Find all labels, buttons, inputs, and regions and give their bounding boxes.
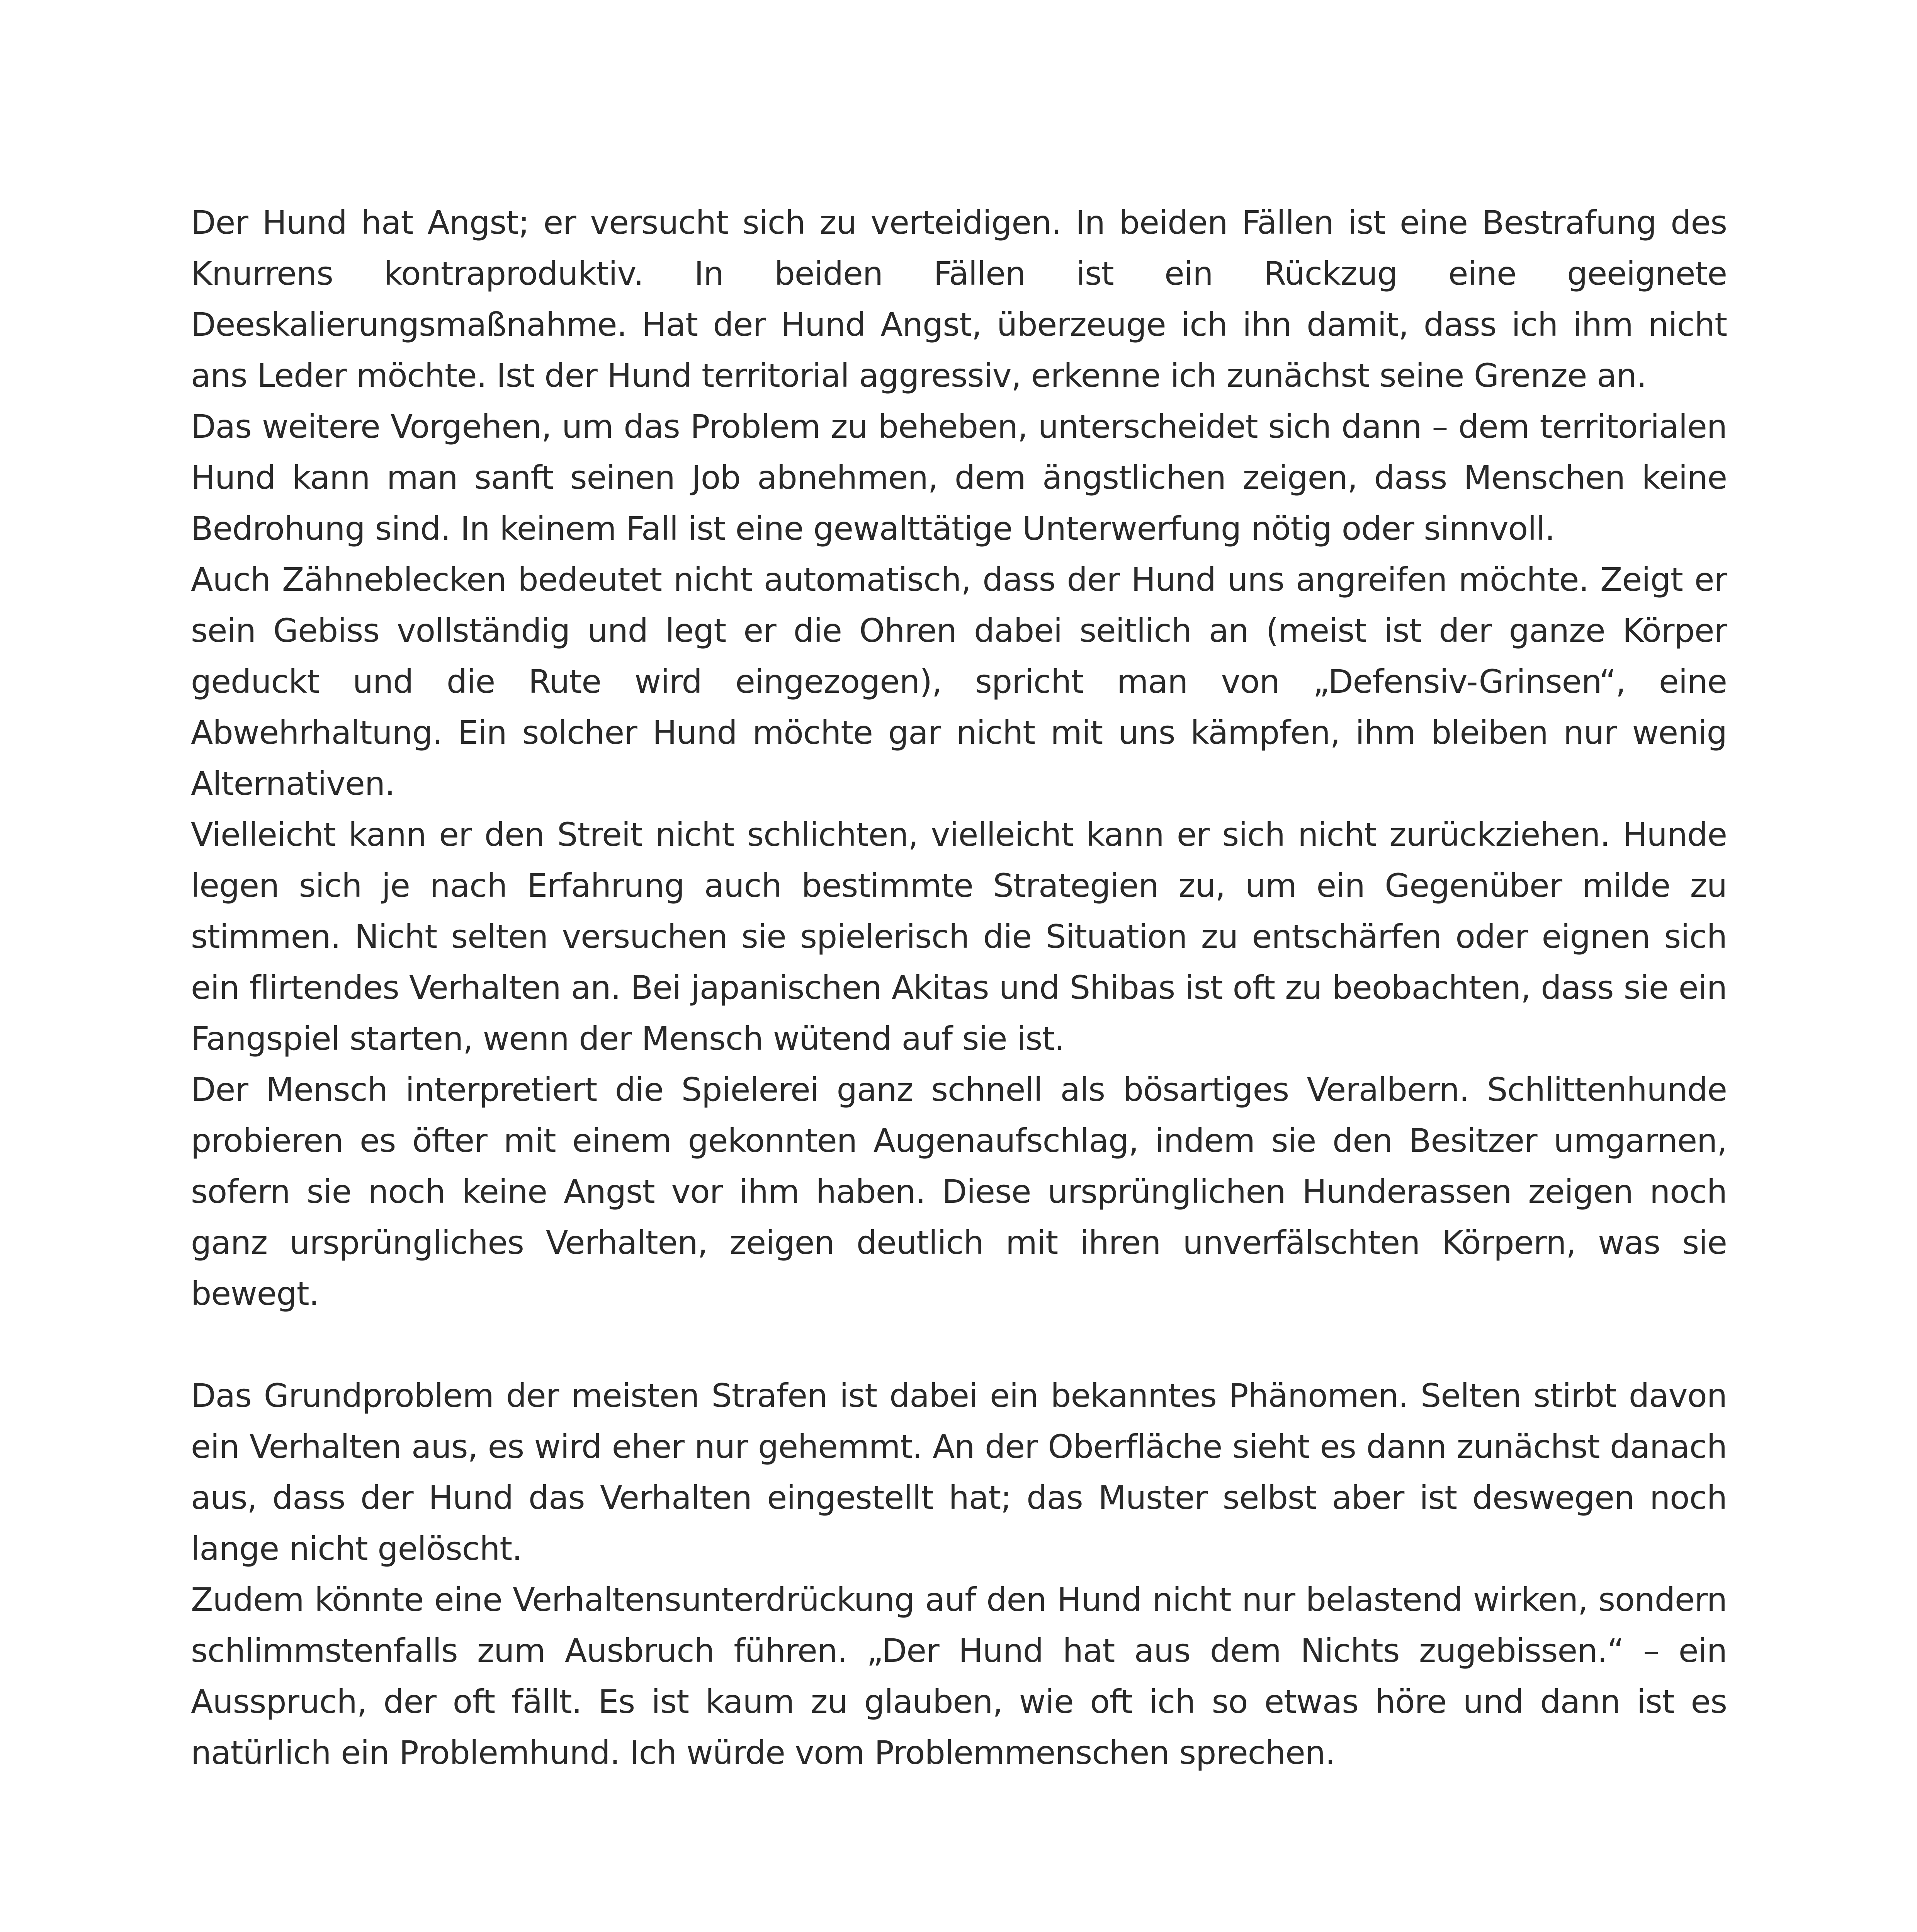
paragraph: Zudem könnte eine Verhaltensunterdrückung auf den Hund nicht nur belastend wirken, sondern schlimmstenfalls zum Ausbruch führen. „Der Hund hat aus dem Nichts zugebissen.“ – ein Ausspruch, der oft fällt. Es ist kaum zu glauben, wie oft ich so etwas höre und dann ist es natürlich ein Problemhund. Ich würde vom Problemmenschen sprechen. <box>191 1581 1727 1772</box>
paragraph: Das weitere Vorgehen, um das Problem zu beheben, unterscheidet sich dann – dem territorialen Hund kann man sanft seinen Job abnehmen, dem ängstlichen zeigen, dass Menschen keine Bedrohung sind. In keinem Fall ist eine gewalttätige Unterwerfung nötig oder sinnvoll. <box>191 408 1727 548</box>
paragraph: Vielleicht kann er den Streit nicht schlichten, vielleicht kann er sich nicht zurückziehen. Hunde legen sich je nach Erfahrung auch bestimmte Strategien zu, um ein Gegenüber milde zu stimmen. Nicht selten versuchen sie spielerisch die Situation zu entschärfen oder eignen sich ein flirtendes Verhalten an. Bei japanischen Akitas und Shibas ist oft zu beobachten, dass sie ein Fangspiel starten, wenn der Mensch wütend auf sie ist. <box>191 816 1727 1058</box>
paragraph: Der Hund hat Angst; er versucht sich zu verteidigen. In beiden Fällen ist eine Bestrafung des Knurrens kontraproduktiv. In beiden Fällen ist ein Rückzug eine geeignete Deeskalierungsmaßnahme. Hat der Hund Angst, überzeuge ich ihn damit, dass ich ihm nicht ans Leder möchte. Ist der Hund territorial aggressiv, erkenne ich zunächst seine Grenze an. <box>191 204 1727 395</box>
paragraph: Auch Zähneblecken bedeutet nicht automatisch, dass der Hund uns angreifen möchte. Zeigt er sein Gebiss vollständig und legt er die Ohren dabei seitlich an (meist ist der ganze Körper geduckt und die Rute wird eingezogen), spricht man von „Defensiv-Grinsen“, eine Abwehrhaltung. Ein solcher Hund möchte gar nicht mit uns kämpfen, ihm bleiben nur wenig Alternativen. <box>191 561 1727 803</box>
paragraph: Der Mensch interpretiert die Spielerei ganz schnell als bösartiges Veralbern. Schlittenhunde probieren es öfter mit einem gekonnten Augenaufschlag, indem sie den Besitzer umgarnen, sofern sie noch keine Angst vor ihm haben. Diese ursprünglichen Hunderassen zeigen noch ganz ursprüngliches Verhalten, zeigen deutlich mit ihren unverfälschten Körpern, was sie bewegt. <box>191 1071 1727 1313</box>
paragraph-spacer <box>191 1319 1727 1370</box>
body-text <box>191 197 1727 1778</box>
paragraph: Das Grundproblem der meisten Strafen ist dabei ein bekanntes Phänomen. Selten stirbt davon ein Verhalten aus, es wird eher nur gehemmt. An der Oberfläche sieht es dann zunächst danach aus, dass der Hund das Verhalten eingestellt hat; das Muster selbst aber ist deswegen noch lange nicht gelöscht. <box>191 1377 1727 1568</box>
